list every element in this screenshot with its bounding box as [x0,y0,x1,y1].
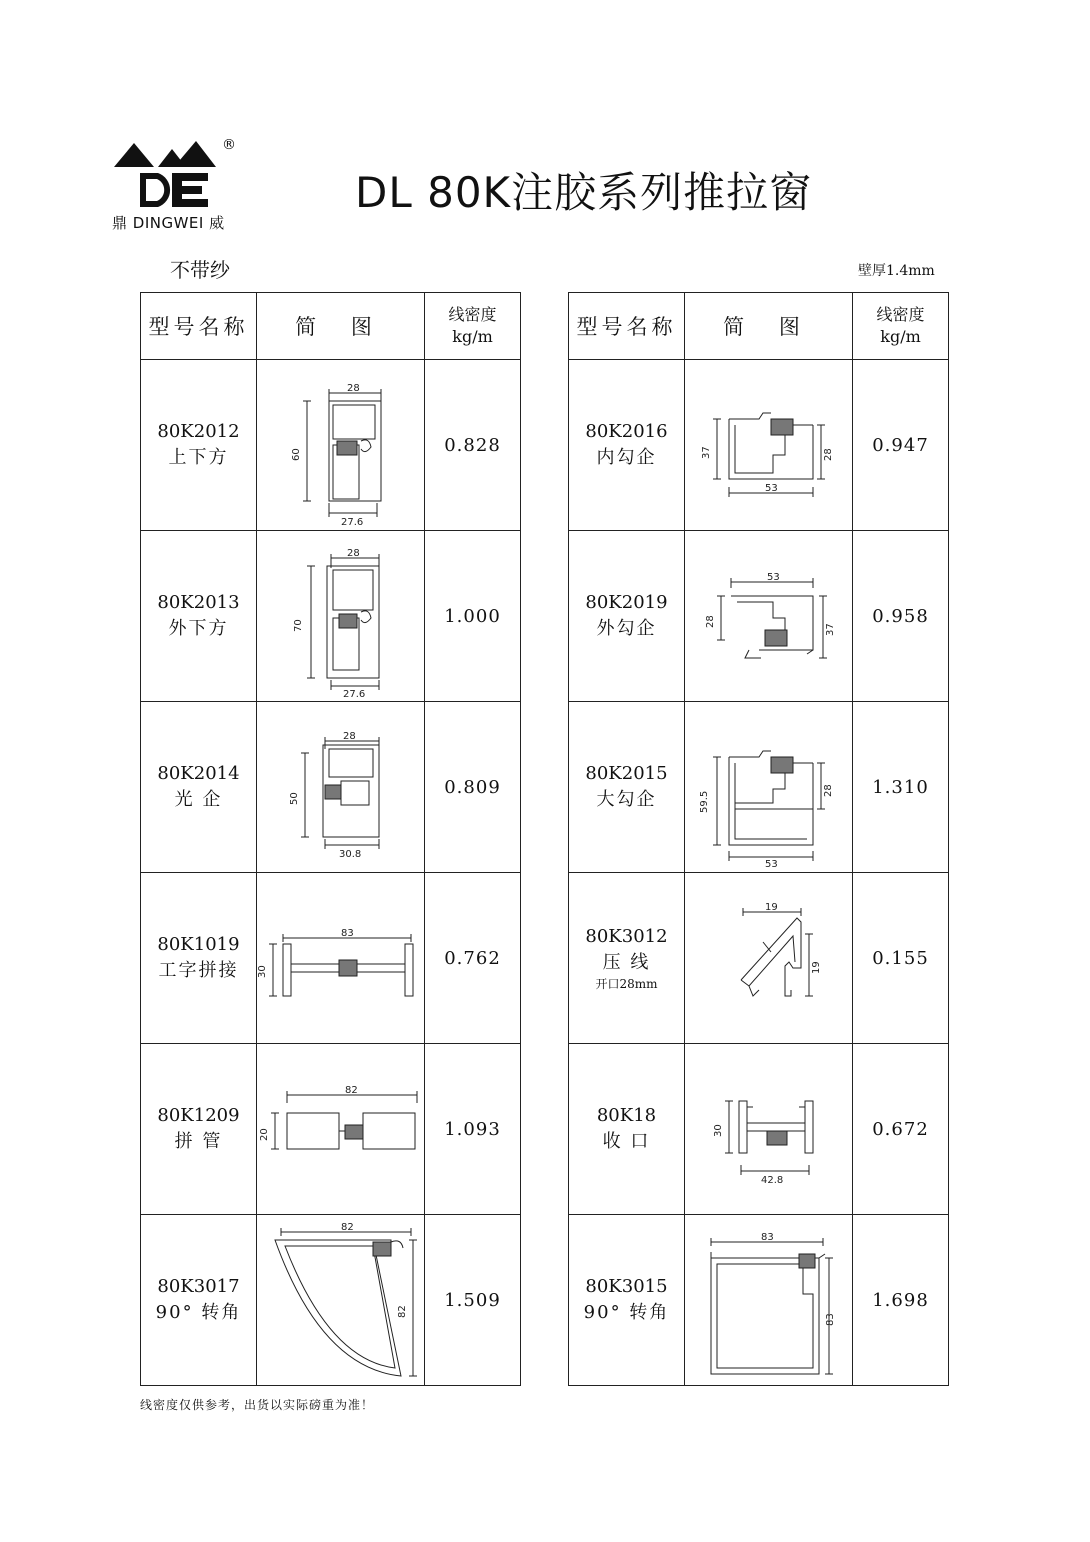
model-code: 80K2014 [157,763,240,784]
density-value: 0.809 [425,702,521,873]
model-code: 80K2015 [585,763,668,784]
svg-text:28: 28 [342,730,356,742]
model-code: 80K1019 [157,934,240,955]
svg-text:27.6: 27.6 [340,516,363,528]
model-cell [141,873,257,1044]
model-name: 大勾企 [596,789,657,810]
model-code: 80K2013 [157,592,240,613]
model-code: 80K18 [596,1105,657,1126]
model-name: 工字拼接 [158,960,239,981]
svg-text:19: 19 [764,901,778,913]
density-value: 0.947 [853,360,949,531]
table-row [569,531,949,702]
profile-80K2012-icon [261,363,421,528]
header-density: 线密度 kg/m [853,293,949,360]
svg-text:60: 60 [290,447,302,461]
model-code: 80K2012 [157,421,240,442]
table-row [569,1044,949,1215]
table-row [141,1044,521,1215]
svg-text:27.6: 27.6 [342,688,365,700]
brand-logo [112,135,252,235]
svg-text:28: 28 [822,447,834,461]
model-cell [569,702,685,873]
model-code: 80K1209 [157,1105,240,1126]
model-code: 80K3015 [585,1276,668,1297]
density-value: 0.958 [853,531,949,702]
profile-80K2014-icon [261,705,421,870]
svg-text:20: 20 [258,1127,270,1141]
svg-text:83: 83 [760,1231,774,1243]
svg-text:30: 30 [712,1123,724,1137]
density-value: 0.155 [853,873,949,1044]
profile-figure [685,1044,853,1215]
density-value: 0.762 [425,873,521,1044]
svg-text:42.8: 42.8 [760,1174,783,1186]
model-code: 80K3017 [157,1276,240,1297]
right-spec-table [568,292,949,1386]
svg-text:82: 82 [340,1221,354,1233]
model-name: 90° 转角 [155,1302,242,1323]
wall-thickness: 壁厚1.4mm [858,263,935,279]
svg-text:70: 70 [292,618,304,632]
profile-figure [685,1215,853,1386]
header-model: 型号名称 [141,293,257,360]
subtitle-left: 不带纱 [170,258,230,282]
profile-80K18-icon [689,1047,849,1212]
model-cell [569,1215,685,1386]
table-header-row [141,293,521,360]
model-name: 拼 管 [174,1131,223,1152]
model-cell [141,531,257,702]
model-name: 90° 转角 [583,1302,670,1323]
table-row [569,702,949,873]
header-figure: 简 图 [257,293,425,360]
svg-text:83: 83 [824,1312,836,1326]
table-row [141,702,521,873]
table-row [569,873,949,1044]
profile-figure [685,873,853,1044]
model-code: 80K2019 [585,592,668,613]
footer-note: 线密度仅供参考，出货以实际磅重为准！ [140,1398,375,1412]
header-density: 线密度 kg/m [425,293,521,360]
profile-figure [257,702,425,873]
table-row [569,1215,949,1386]
table-row [569,360,949,531]
model-cell [569,1044,685,1215]
table-header-row [569,293,949,360]
density-value: 1.310 [853,702,949,873]
profile-figure [685,360,853,531]
svg-text:28: 28 [704,614,716,628]
svg-text:83: 83 [340,927,354,939]
brand-name: 鼎 DINGWEI 威 [112,214,225,232]
model-code: 80K2016 [585,421,668,442]
model-cell [569,531,685,702]
profile-figure [257,531,425,702]
profile-80K3015-icon [689,1218,849,1383]
svg-text:19: 19 [810,960,822,974]
svg-text:30: 30 [256,964,268,978]
svg-text:82: 82 [344,1084,358,1096]
svg-text:59.5: 59.5 [698,790,710,813]
model-name: 压 线 [602,952,651,973]
svg-text:53: 53 [764,858,778,870]
profile-figure [685,531,853,702]
profile-figure [257,1215,425,1386]
model-name: 外勾企 [596,618,657,639]
profile-figure [257,1044,425,1215]
page-title: DL 80K注胶系列推拉窗 [355,168,813,217]
profile-80K1019-icon [256,876,421,1041]
profile-figure [257,360,425,531]
model-code: 80K3012 [585,926,668,947]
model-name: 光 企 [174,789,223,810]
density-value: 0.828 [425,360,521,531]
density-value: 0.672 [853,1044,949,1215]
svg-text:28: 28 [822,783,834,797]
svg-text:37: 37 [824,622,836,636]
profile-80K1209-icon [258,1047,421,1212]
registered-mark: ® [222,137,236,153]
svg-text:50: 50 [288,791,300,805]
svg-text:30.8: 30.8 [338,848,361,860]
profile-80K2015-icon [689,705,849,870]
model-cell [141,702,257,873]
header-figure: 简 图 [685,293,853,360]
table-row [141,873,521,1044]
profile-80K2019-icon [689,534,849,699]
profile-80K3012-icon [689,876,849,1041]
density-value: 1.509 [425,1215,521,1386]
model-cell [141,1215,257,1386]
model-cell [569,873,685,1044]
profile-80K3017-icon [261,1218,421,1383]
profile-80K2016-icon [689,363,849,528]
table-row [141,531,521,702]
model-name: 内勾企 [596,447,657,468]
density-value: 1.093 [425,1044,521,1215]
left-spec-table [140,292,521,1386]
model-note: 开口28mm [595,977,658,991]
model-name: 外下方 [168,618,229,639]
dingwei-logo-icon [112,135,222,213]
svg-text:37: 37 [700,445,712,459]
svg-text:28: 28 [346,547,360,559]
model-cell [569,360,685,531]
model-name: 上下方 [168,447,229,468]
svg-text:53: 53 [764,482,778,494]
model-cell [141,1044,257,1215]
profile-figure [685,702,853,873]
table-row [141,360,521,531]
profile-figure [257,873,425,1044]
density-value: 1.000 [425,531,521,702]
profile-80K2013-icon [261,534,421,699]
svg-text:53: 53 [766,571,780,583]
model-name: 收 口 [602,1131,651,1152]
svg-text:28: 28 [346,382,360,394]
density-value: 1.698 [853,1215,949,1386]
header-model: 型号名称 [569,293,685,360]
model-cell [141,360,257,531]
table-row [141,1215,521,1386]
svg-text:82: 82 [396,1304,408,1318]
